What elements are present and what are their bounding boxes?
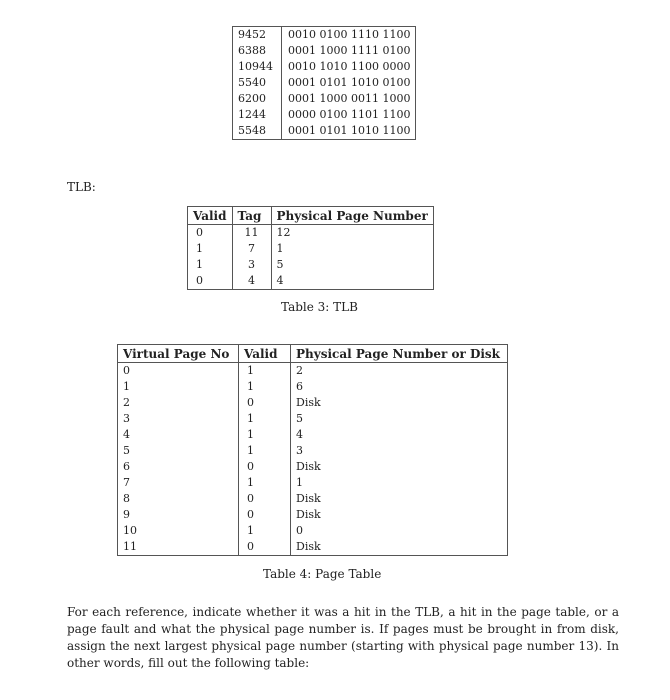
tlb-row [188,257,434,273]
page-table-row [118,363,508,380]
tlb-header-valid: Valid [188,207,233,225]
page-table-valid-cell: 1 [239,443,291,459]
tlb-valid-cell: 1 [188,241,233,257]
page-table-ppn-cell: Disk [296,396,321,409]
instructions-paragraph: For each reference, indicate whether it was a hit in the TLB, a hit in the page table, or a page fault and what the physical page number is. If pages must be brought in from disk, assign the next largest physical page number (starting with physical page number 13). In other words, fill out the following table: [67,605,619,670]
tlb-tag-cell: 4 [232,273,271,290]
tlb-caption: Table 3: TLB [281,300,358,314]
address-decimal: 5548 [233,123,282,140]
address-decimal: 6200 [233,91,282,107]
tlb-tag-cell: 7 [232,241,271,257]
tlb-tag-cell: 3 [232,257,271,273]
page-table-row [118,427,508,443]
page-table-ppn-cell: Disk [296,460,321,473]
address-row [233,91,416,107]
page-table-vpn-cell: 7 [118,475,239,491]
address-row [233,123,416,140]
page-table-ppn-cell: 4 [296,428,303,441]
page-table-vpn-cell: 6 [118,459,239,475]
page-table-header-vpn: Virtual Page No [118,345,239,363]
address-binary: 0001 0101 1010 0100 [288,76,411,89]
page-table-vpn-cell: 5 [118,443,239,459]
page-table-header-row [118,345,508,363]
page-table-valid-cell: 1 [239,475,291,491]
tlb-ppn-cell: 1 [276,242,284,255]
page-table-vpn-cell: 2 [118,395,239,411]
page-table-ppn-cell: 0 [296,524,303,537]
page-table-row [118,411,508,427]
tlb-ppn-cell: 4 [276,274,284,287]
page-table-ppn-cell: 5 [296,412,303,425]
page-table-valid-cell: 1 [239,379,291,395]
page-table-row [118,443,508,459]
page-table-header-ppn: Physical Page Number or Disk [291,345,508,363]
page-table-ppn-cell: Disk [296,492,321,505]
tlb-header-tag: Tag [232,207,271,225]
page-table [117,344,508,556]
page-table-header-valid: Valid [239,345,291,363]
page-table-vpn-cell: 4 [118,427,239,443]
page-table-vpn-cell: 11 [118,539,239,556]
page-table-ppn-cell: Disk [296,508,321,521]
address-row [233,43,416,59]
address-reference-table [232,26,416,140]
address-row [233,27,416,44]
page-table-ppn-cell: 3 [296,444,303,457]
page-table-row [118,491,508,507]
page-table-valid-cell: 1 [239,363,291,380]
address-decimal: 1244 [233,107,282,123]
page-table-valid-cell: 1 [239,523,291,539]
address-row [233,59,416,75]
tlb-valid-cell: 0 [188,273,233,290]
page-table-vpn-cell: 8 [118,491,239,507]
page-table-caption: Table 4: Page Table [263,567,382,581]
address-decimal: 10944 [233,59,282,75]
address-binary: 0001 1000 1111 0100 [288,44,411,57]
page-table-vpn-cell: 10 [118,523,239,539]
page-table-row [118,379,508,395]
address-binary: 0000 0100 1101 1100 [288,108,411,121]
page-table-vpn-cell: 3 [118,411,239,427]
tlb-ppn-cell: 12 [276,226,291,239]
page-table-row [118,475,508,491]
address-decimal: 5540 [233,75,282,91]
page-table-vpn-cell: 1 [118,379,239,395]
address-decimal: 9452 [233,27,282,44]
tlb-row [188,241,434,257]
tlb-label: TLB: [67,180,96,194]
page-table-ppn-cell: 2 [296,364,303,377]
page-table-ppn-cell: 6 [296,380,303,393]
tlb-table [187,206,434,290]
tlb-header-ppn: Physical Page Number [271,207,433,225]
page-table-valid-cell: 0 [239,459,291,475]
page-table-ppn-cell: Disk [296,540,321,553]
page-table-row [118,539,508,556]
tlb-valid-cell: 1 [188,257,233,273]
address-row [233,75,416,91]
address-binary: 0001 1000 0011 1000 [288,92,411,105]
page-table-vpn-cell: 9 [118,507,239,523]
address-binary: 0010 0100 1110 1100 [288,28,411,41]
address-row [233,107,416,123]
tlb-tag-cell: 11 [232,225,271,242]
page-table-ppn-cell: 1 [296,476,303,489]
address-binary: 0001 0101 1010 1100 [288,124,411,137]
address-binary: 0010 1010 1100 0000 [288,60,411,73]
page-table-row [118,395,508,411]
page-table-valid-cell: 1 [239,411,291,427]
tlb-header-row [188,207,434,225]
page-table-row [118,507,508,523]
address-decimal: 6388 [233,43,282,59]
tlb-ppn-cell: 5 [276,258,284,271]
page-table-valid-cell: 0 [239,539,291,556]
page-table-valid-cell: 0 [239,395,291,411]
page-table-row [118,459,508,475]
tlb-valid-cell: 0 [188,225,233,242]
page-table-vpn-cell: 0 [118,363,239,380]
tlb-row [188,273,434,290]
page-table-valid-cell: 0 [239,507,291,523]
page-table-valid-cell: 1 [239,427,291,443]
page-table-row [118,523,508,539]
page-table-valid-cell: 0 [239,491,291,507]
tlb-row [188,225,434,242]
